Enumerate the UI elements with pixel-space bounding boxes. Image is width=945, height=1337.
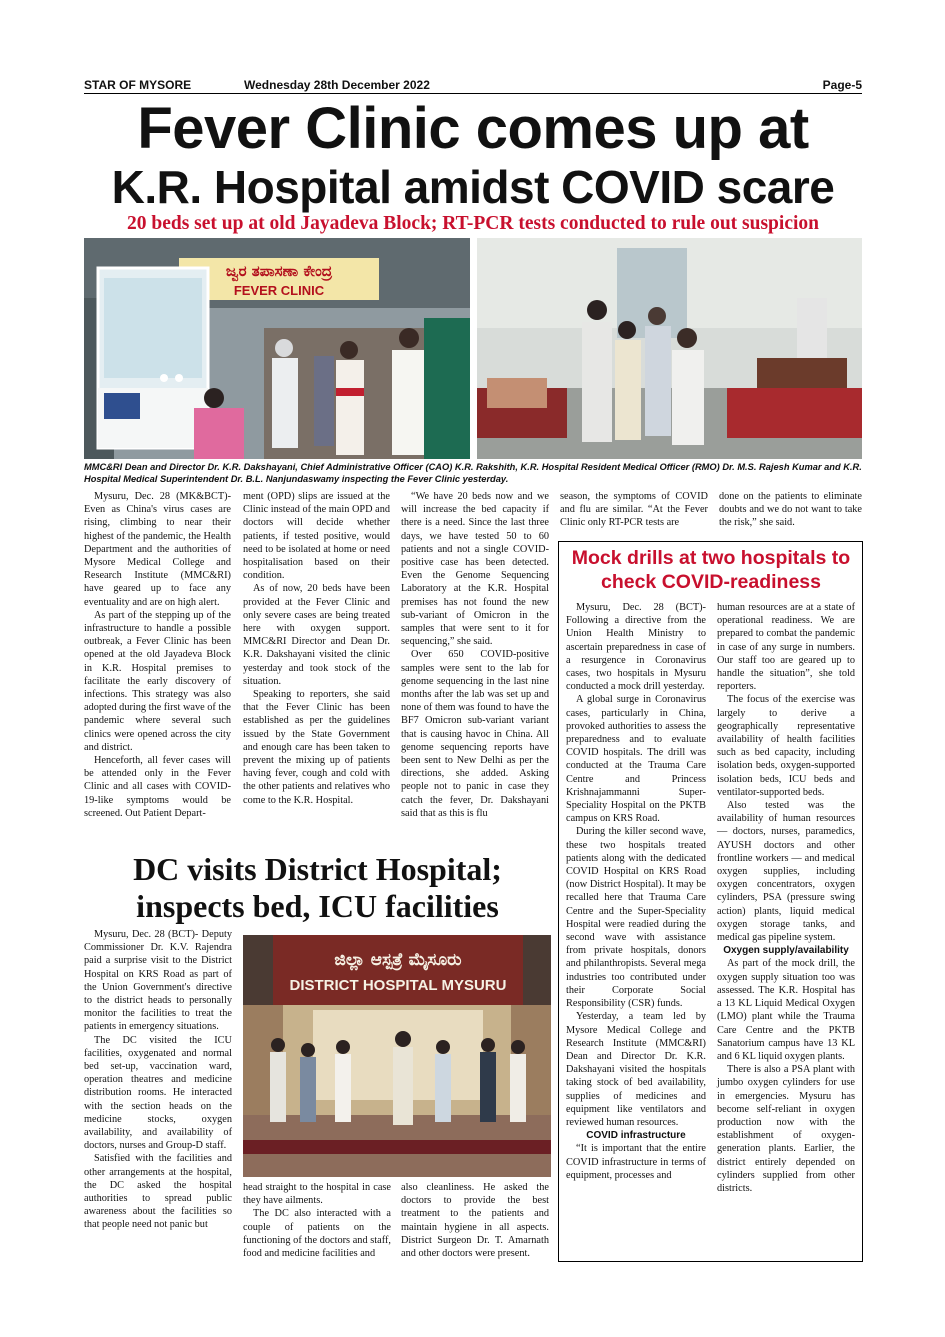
mock-paragraph: The focus of the exercise was largely to derive a geographically representative availability of health facilities such as bed capacity, including isolation beds, oxygen-supported isolation beds, ICU beds and ventilator-supported beds.: [717, 694, 855, 798]
lead-column-2: [243, 490, 390, 807]
mock-paragraph: There is also a PSA plant with jumbo oxygen cylinders for use in emergencies. Mysuru has become self-reliant in oxygen production now with the establishment of oxygen-generation plants. Earlier, the district entirely depended on cylinders supplied from other districts.: [717, 1064, 855, 1194]
dc-paragraph: Satisfied with the facilities and other arrangements at the hospital, the DC asked the hospital authorities to spread public awareness about the facilities so that people need not panic but: [84, 1153, 232, 1231]
dc-column-2: [243, 1181, 391, 1260]
mock-paragraph: A global surge in Coronavirus cases, particularly in China, provoked authorities to assess the preparedness and to evaluate COVID hospitals. The drill was conducted at the Trauma Care Centre and Princess Krishnajammanni Super-Speciality Hospital on the PKTB campus on KRS Road.: [566, 694, 706, 825]
newspaper-name: STAR OF MYSORE: [84, 78, 192, 92]
lead-paragraph: Mysuru, Dec. 28 (MK&BCT)- Even as China's virus cases are rising, climbing to near their highest of the pandemic, the Health Department and the authorities of Mysore Medical College and Research Institute (MMC&RI) have geared up to face any eventuality and are on high alert.: [84, 491, 231, 608]
mock-paragraph: As part of the mock drill, the oxygen supply situation too was assessed. The K.R. Hospital has a 13 KL Liquid Medical Oxygen (LMO) plant while the Trauma Care Centre and the PKTB Sanatorium campus have 13 KL and 6 KL liquid oxygen plants.: [717, 958, 855, 1062]
dc-paragraph: also cleanliness. He asked the doctors to provide the best treatment to the patients and maintain hygiene in all aspects. District Surgeon Dr. T. Amarnath and other doctors were present.: [401, 1182, 549, 1260]
mock-column-1: [566, 601, 706, 1182]
dc-paragraph: The DC visited the ICU facilities, oxygenated and normal bed set-up, vaccination ward, operation theatres and medicine distribution rooms. He interacted with the section heads on the medicine stocks, oxygen availability, and availability of doctors, nurses and Group-D staff.: [84, 1034, 232, 1152]
lead-column-3: [401, 490, 549, 820]
lead-headline-line1: Fever Clinic comes up at: [137, 96, 809, 161]
lead-column-1: [84, 490, 231, 820]
mock-paragraph: human resources are at a state of operational readiness. We are prepared to combat the pandemic in case of any surge in numbers. Our staff too are geared up to handle the situation”, she told reporters.: [717, 602, 855, 693]
page-number: Page-5: [822, 78, 862, 92]
mock-drill-headline: Mock drills at two hospitals to check COVID-readiness: [571, 547, 851, 593]
masthead: [84, 78, 862, 94]
lead-paragraph: “We have 20 beds now and we will increase the bed capacity if there is a need. Since the last three days, we have tested 50 to 60 patients and not a single COVID-positive case has been detected. Even the Genome Sequencing Laboratory at the K.R. Hospital premises has not found the new sub-variant of Omicron in the samples that were sent to it for sequencing,” she said.: [401, 491, 549, 648]
fever-clinic-photo: [84, 238, 470, 459]
mock-paragraph: “It is important that the entire COVID infrastructure in terms of equipment, processes and: [566, 1143, 706, 1181]
dc-visit-headline: [84, 851, 551, 925]
dc-headline-line2: inspects bed, ICU facilities: [136, 888, 499, 924]
fever-clinic-sign-english: FEVER CLINIC: [233, 283, 325, 298]
district-hospital-photo: [243, 935, 551, 1177]
mock-paragraph: Mysuru, Dec. 28 (BCT)- Following a directive from the Union Health Ministry to ascertain preparedness in case of a resurgence in Coronavirus cases, two hospitals in Mysuru conducted a mock drill yesterday.: [566, 602, 706, 693]
ward-inspection-photo: [477, 238, 862, 459]
lead-deck: 20 beds set up at old Jayadeva Block; RT-PCR tests conducted to rule out suspicion: [127, 213, 819, 234]
hospital-sign-kannada: ಜಿಲ್ಲಾ ಆಸ್ಪತ್ರೆ ಮೈಸೂರು: [334, 950, 462, 970]
issue-date: Wednesday 28th December 2022: [244, 78, 430, 92]
subheading-covid-infrastructure: COVID infrastructure: [586, 1130, 686, 1142]
dc-headline-line1: DC visits District Hospital;: [133, 851, 502, 887]
lead-headline-line2: K.R. Hospital amidst COVID scare: [111, 161, 835, 213]
lead-column-4: [560, 490, 708, 530]
fever-clinic-sign-kannada: ಜ್ವರ ತಪಾಸಣಾ ಕೇಂದ್ರ: [225, 262, 333, 280]
mock-paragraph: Yesterday, a team led by Mysore Medical College and Research Institute (MMC&RI) Dean and Director Dr. K.R. Dakshayani visited the hospitals taking stock of bed availability, supplies of medicines and equipment like ventilators and reviewed human resources.: [566, 1011, 706, 1128]
lead-paragraph: As of now, 20 beds have been provided at the Fever Clinic and only severe cases are being treated here with oxygen support. MMC&RI Director and Dean Dr. K.R. Dakshayani visited the clinic yesterday and took stock of the situation.: [243, 583, 390, 687]
subheading-oxygen-supply: Oxygen supply/availability: [723, 945, 849, 957]
lead-paragraph: done on the patients to eliminate doubts and we do not want to take the risk,” she said.: [719, 491, 862, 529]
dc-column-3: [401, 1181, 549, 1260]
lead-paragraph: Speaking to reporters, she said that the Fever Clinic has been established as per the guidelines issued by the State Government and enough care has been taken to prevent the mixing up of patients having fever, cough and cold with the other patients and relatives who come to the K.R. Hospital.: [243, 689, 390, 806]
dc-paragraph: head straight to the hospital in case they have ailments.: [243, 1182, 391, 1207]
mock-paragraph: Also tested was the availability of human resources — doctors, nurses, paramedics, AYUSH doctors and other frontline workers — and medical oxygen supplies, including oxygen concentrators, oxygen cylinders, PSA (pressure swing action) plants, liquid medical oxygen storage tanks, and medical gas pipeline system.: [717, 800, 855, 944]
mock-paragraph: During the killer second wave, these two hospitals treated patients along with the dedicated COVID Hospital on KRS Road (now District Hospital). It may be recalled here that Trauma Care Centre and the Super-Speciality Hospital were readied during the second wave with assistance from private hospitals, donors and philanthropists. Several mega industries too contributed under their Corporate Social Responsibility (CSR) funds.: [566, 826, 706, 1010]
lead-photo-caption: MMC&RI Dean and Director Dr. K.R. Dakshayani, Chief Administrative Officer (CAO) K.R. Rakshith, K.R. Hospital Resident Medical Officer (RMO) Dr. M.S. Rajesh Kumar and K.R. Hospital Medical Superintendent Dr. B.L. Nanjundaswamy inspecting the Fever Clinic yesterday.: [84, 462, 862, 484]
dc-paragraph: The DC also interacted with a couple of patients on the functioning of the doctors and staff, food and medicine facilities and: [243, 1208, 391, 1260]
dc-column-1: [84, 928, 232, 1232]
lead-paragraph: ment (OPD) slips are issued at the Clinic instead of the main OPD and doctors will decide whether patients, if tested positive, would need to be isolated at home or need hospitalisation based on their condition.: [243, 491, 390, 582]
dc-paragraph: Mysuru, Dec. 28 (BCT)- Deputy Commissioner Dr. K.V. Rajendra paid a surprise visit to the District Hospital on KRS Road as part of the Union Government's directive to the district heads to personally monitor the facilities to treat the patients in emergency situations.: [84, 929, 232, 1033]
lead-column-5: [719, 490, 862, 530]
hospital-sign-english: DISTRICT HOSPITAL MYSURU: [289, 977, 507, 994]
mock-column-2: [717, 601, 855, 1195]
lead-paragraph: As part of the stepping up of the infrastructure to handle a possible outbreak, a Fever Clinic has been opened at the old Jayadeva Block in K.R. Hospital premises to facilitate the early discovery of infections. This strategy was also adopted during the first wave of the pandemic where several such clinics were opened across the city and district.: [84, 609, 231, 753]
lead-paragraph: Over 650 COVID-positive samples were sent to the lab for genome sequencing in the last nine months after the lab was set up and none of them was found to have the BF7 Omicron sub-variant variant that is causing havoc in China. All genome sequencing reports have been sent to New Delhi as per the directions, she added. Asking people not to panic in case they catch the fever, Dr. Dakshayani said that as this is flu: [401, 649, 549, 819]
lead-paragraph: season, the symptoms of COVID and flu are similar. “At the Fever Clinic only RT-PCR tests are: [560, 491, 708, 529]
lead-paragraph: Henceforth, all fever cases will be attended only in the Fever Clinic and all cases with COVID-19-like symptoms would be screened. Out Patient Depart-: [84, 755, 231, 819]
